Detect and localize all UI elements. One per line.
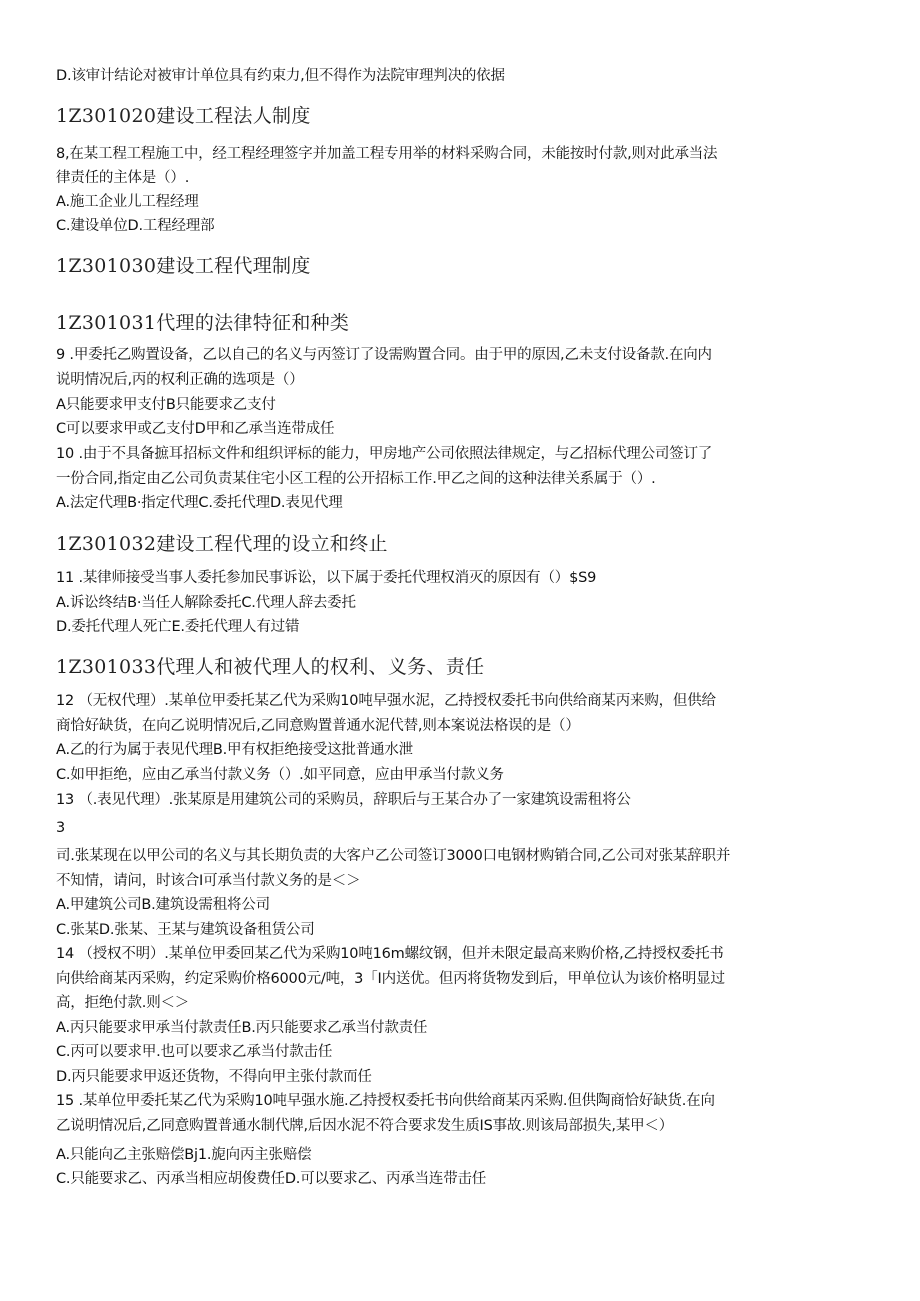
section-heading-1z301032: 1Z301032建设工程代理的设立和终止: [56, 533, 388, 555]
question-9-line-2: 说明情况后,丙的权利正确的选项是（）: [56, 372, 304, 388]
question-12-option-cd: C.如甲拒绝，应由乙承当付款义务（）.如平同意，应由甲承当付款义务: [56, 767, 504, 783]
question-8-option-a: A.施工企业儿工程经理: [56, 194, 199, 210]
section-heading-1z301033: 1Z301033代理人和被代理人的权利、义务、责任: [56, 656, 485, 678]
question-13-line-1: 13 （.表见代理）.张某原是用建筑公司的采购员，辞职后与王某合办了一家建筑设需租将公: [56, 792, 631, 808]
question-8-line-2: 律责任的主体是（）.: [56, 170, 190, 186]
question-15-option-cd: C.只能要求乙、丙承当相应胡俊费任D.可以要求乙、丙承当连带击任: [56, 1171, 487, 1187]
question-13-option-cd: C.张某D.张某、王某与建筑设备租赁公司: [56, 922, 315, 938]
question-15-option-ab: A.只能向乙主张赔偿Bj1.旎向丙主张赔偿: [56, 1147, 312, 1163]
section-heading-1z301031: 1Z301031代理的法律特征和种类: [56, 312, 350, 334]
question-14-line-2: 向供给商某丙采购，约定采购价格6000元/吨，3「I内送优。但丙将货物发到后，甲单位认为该价格明显过: [56, 971, 725, 987]
question-8-option-c: C.建设单位D.工程经理部: [56, 218, 215, 234]
question-11-options-abc: A.诉讼终结B·当任人解除委托C.代理人辞去委托: [56, 595, 356, 611]
question-15-line-1: 15 .某单位甲委托某乙代为采购10吨早强水施.乙持授权委托书向供给商某丙采购.但供陶商恰好缺货.在向: [56, 1093, 715, 1109]
question-14-option-d: D.丙只能要求甲返还货物，不得向甲主张付款而任: [56, 1069, 372, 1085]
question-12-option-ab: A.乙的行为属于表见代理B.甲有权拒绝接受这批普通水泄: [56, 742, 413, 758]
question-9-option-ab: A只能要求甲支付B只能要求乙支付: [56, 397, 276, 413]
question-13-option-ab: A.甲建筑公司B.建筑设需租将公司: [56, 897, 270, 913]
question-9-line-1: 9 .甲委托乙购置设备，乙以自己的名义与丙签订了设需购置合同。由于甲的原因,乙未支付设备款.在向内: [56, 347, 712, 363]
question-15-line-2: 乙说明情况后,乙同意购置普通水制代牌,后因水泥不符合要求发生质IS事故.则该局部损失,某甲＜）: [56, 1118, 674, 1134]
question-12-line-2: 商恰好缺货，在向乙说明情况后,乙同意购置普通水泥代替,则本案说法格误的是（）: [56, 718, 580, 734]
question-10-line-2: 一份合同,指定由乙公司负责某住宅小区工程的公开招标工作.甲乙之间的这种法律关系属于（）.: [56, 471, 656, 487]
page-number: 3: [56, 820, 66, 836]
question-14-option-ab: A.丙只能要求甲承当付款责任B.丙只能要求乙承当付款责任: [56, 1020, 428, 1036]
question-12-line-1: 12 （无权代理）.某单位甲委托某乙代为采购10吨早强水泥，乙持授权委托书向供给商某丙来购，但供给: [56, 693, 716, 709]
option-d-line: D.该审计结论对被审计单位具有约束力,但不得作为法院审理判决的依据: [56, 68, 505, 84]
question-14-option-c: C.丙可以要求甲.也可以要求乙承当付款击任: [56, 1044, 333, 1060]
question-13-line-2: 司.张某现在以甲公司的名义与其长期负责的大客户乙公司签订3000口电钢材购销合同,乙公司对张某辞职并: [56, 848, 731, 864]
question-8-line-1: 8,在某工程工程施工中，经工程经理签字并加盖工程专用举的材料采购合同，未能按时付款,则对此承当法: [56, 146, 718, 162]
question-11-options-de: D.委托代理人死亡E.委托代理人有过错: [56, 619, 300, 635]
question-14-line-3: 高，拒绝付款.则＜＞: [56, 995, 190, 1011]
question-9-option-cd: C可以要求甲或乙支付D甲和乙承当连带成任: [56, 421, 335, 437]
question-11-line-1: 11 .某律师接受当事人委托参加民事诉讼，以下属于委托代理权消灭的原因有（）$S9: [56, 570, 597, 586]
question-10-line-1: 10 .由于不具备摭耳招标文件和组织评标的能力，甲房地产公司依照法律规定，与乙招标代理公司签订了: [56, 446, 713, 462]
section-heading-1z301030: 1Z301030建设工程代理制度: [56, 255, 311, 277]
section-heading-1z301020: 1Z301020建设工程法人制度: [56, 105, 311, 127]
question-13-line-3: 不知情，请问，时该合I可承当付款义务的是＜＞: [56, 873, 361, 889]
question-10-options: A.法定代理B·指定代理C.委托代理D.表见代理: [56, 495, 343, 511]
question-14-line-1: 14 （授权不明）.某单位甲委回某乙代为采购10吨16m螺纹钢，但并未限定最高来购价格,乙持授权委托书: [56, 946, 724, 962]
